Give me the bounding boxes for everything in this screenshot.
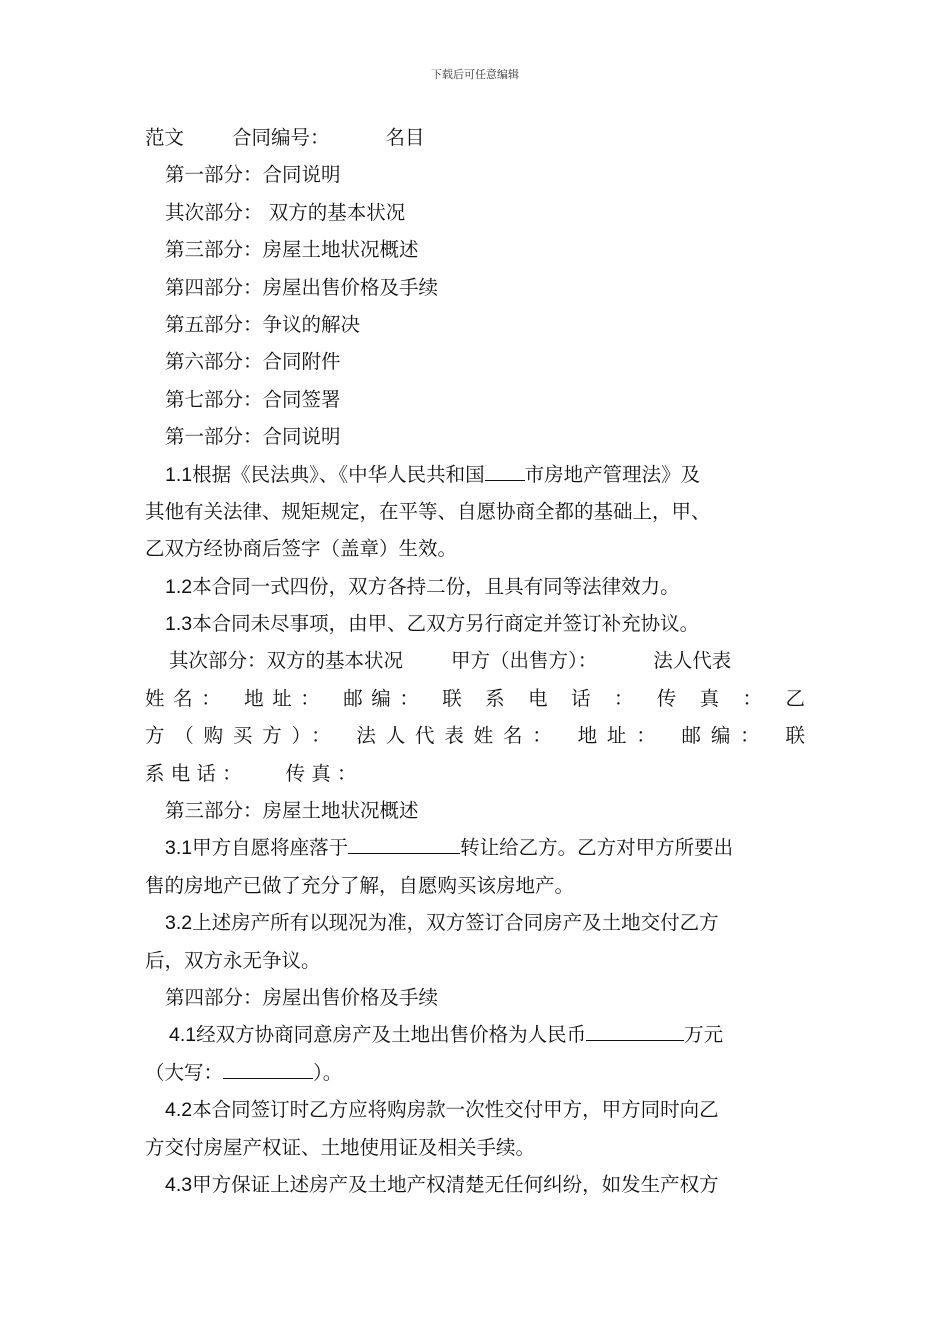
clause-1-1-number: 1.1 (165, 463, 193, 486)
toc-item-2: 其次部分： 双方的基本状况 (165, 200, 406, 224)
price-in-words-blank[interactable] (223, 1056, 313, 1079)
address-label: 地址： (244, 686, 329, 710)
clause-4-3-number: 4.3 (165, 1173, 193, 1196)
part1-heading: 第一部分：合同说明 (165, 425, 341, 449)
clause-4-2-number: 4.2 (165, 1099, 193, 1122)
clause-3-1-number: 3.1 (165, 837, 193, 860)
legal-rep-label: 法人代表 (653, 649, 732, 673)
contract-number-label: 合同编号： (232, 126, 330, 149)
toc-item-1: 第一部分：合同说明 (165, 163, 341, 187)
part2-line3: 方（购买方）： 法人代表姓名： 地址： 邮编： 联 (145, 724, 805, 748)
price-blank[interactable] (586, 1018, 684, 1041)
toc-item-5: 第五部分：争议的解决 (165, 312, 361, 336)
toc-item-7: 第七部分：合同签署 (165, 387, 341, 411)
header-note: 下载后可任意编辑 (431, 68, 519, 81)
phone-label: 联 系 电 话 ： (442, 686, 642, 710)
clause-4-1-line1: 4.1经双方协商同意房产及土地出售价格为人民币 万元 (145, 1016, 805, 1053)
part2-heading: 其次部分：双方的基本状况 (169, 649, 404, 673)
clause-1-3-number: 1.3 (165, 613, 193, 636)
legal-rep-name-label: 法人代表姓名： (356, 724, 562, 748)
party-a-label: 甲方（出售方）： (451, 649, 598, 673)
name-label: 姓名： (145, 686, 230, 710)
part2-line1 (145, 642, 805, 679)
part2-line2: 姓名： 地址： 邮编： 联 系 电 话 ： 传 真 ： 乙 (145, 686, 805, 710)
fax-b-label: 传 真 ： (285, 761, 357, 785)
address-b-label: 地址： (577, 724, 666, 748)
clause-1-3: 1.3本合同未尽事项，由甲、乙双方另行商定并签订补充协议。 (165, 612, 700, 636)
clause-3-2-line2: 后，双方永无争议。 (145, 948, 321, 972)
fax-label: 传 真 ： (656, 686, 771, 710)
clause-3-1-line1: 3.1甲方自愿将座落于 转让给乙方。乙方对甲方所要出 (145, 829, 805, 866)
toc-item-6: 第六部分：合同附件 (165, 350, 341, 374)
clause-1-1-line2: 其他有关法律、规矩规定，在平等、自愿协商全都的基础上，甲、 (145, 499, 711, 523)
title-line (145, 119, 805, 156)
party-b-label: 方（购买方）： (145, 724, 341, 748)
contract-body (145, 119, 805, 1203)
clause-1-2: 1.2本合同一式四份，双方各持二份，且具有同等法律效力。 (165, 574, 680, 598)
toc-item-3: 第三部分：房屋土地状况概述 (165, 238, 419, 262)
clause-1-2-number: 1.2 (165, 575, 193, 598)
clause-1-1-line1: 1.1根据《民法典》、《中华人民共和国 市房地产管理法》及 (145, 456, 805, 493)
clause-4-3-line1: 4.3甲方保证上述房产及土地产权清楚无任何纠纷，如发生产权方 (165, 1172, 719, 1196)
postcode-b-label: 邮编： (681, 724, 770, 748)
clause-4-1-number: 4.1 (169, 1024, 197, 1047)
phone-b-label: 系 电 话 ： (145, 761, 242, 785)
clause-3-2-number: 3.2 (165, 912, 193, 935)
clause-4-2-line2: 方交付房屋产权证、土地使用证及相关手续。 (145, 1135, 536, 1159)
part4-heading: 第四部分：房屋出售价格及手续 (165, 985, 439, 1009)
toc-item-4: 第四部分：房屋出售价格及手续 (165, 275, 439, 299)
part2-line4 (145, 755, 805, 792)
postcode-label: 邮编： (343, 686, 428, 710)
clause-4-2-line1: 4.2本合同签订时乙方应将购房款一次性交付甲方，甲方同时向乙 (165, 1098, 719, 1122)
clause-3-2-line1: 3.2上述房产所有以现况为准，双方签订合同房产及土地交付乙方 (165, 911, 719, 935)
part3-heading: 第三部分：房屋土地状况概述 (165, 799, 419, 823)
clause-1-1-line3: 乙双方经协商后签字（盖章）生效。 (145, 537, 458, 561)
location-blank[interactable] (348, 831, 460, 854)
city-blank[interactable] (485, 458, 525, 481)
mingmu-label: 名目 (385, 126, 425, 149)
clause-3-1-line2: 售的房地产已做了充分了解，自愿购买该房地产。 (145, 873, 575, 897)
clause-4-1-line2: （大写： ）。 (145, 1054, 805, 1091)
fanwen-label: 范文 (145, 126, 185, 149)
